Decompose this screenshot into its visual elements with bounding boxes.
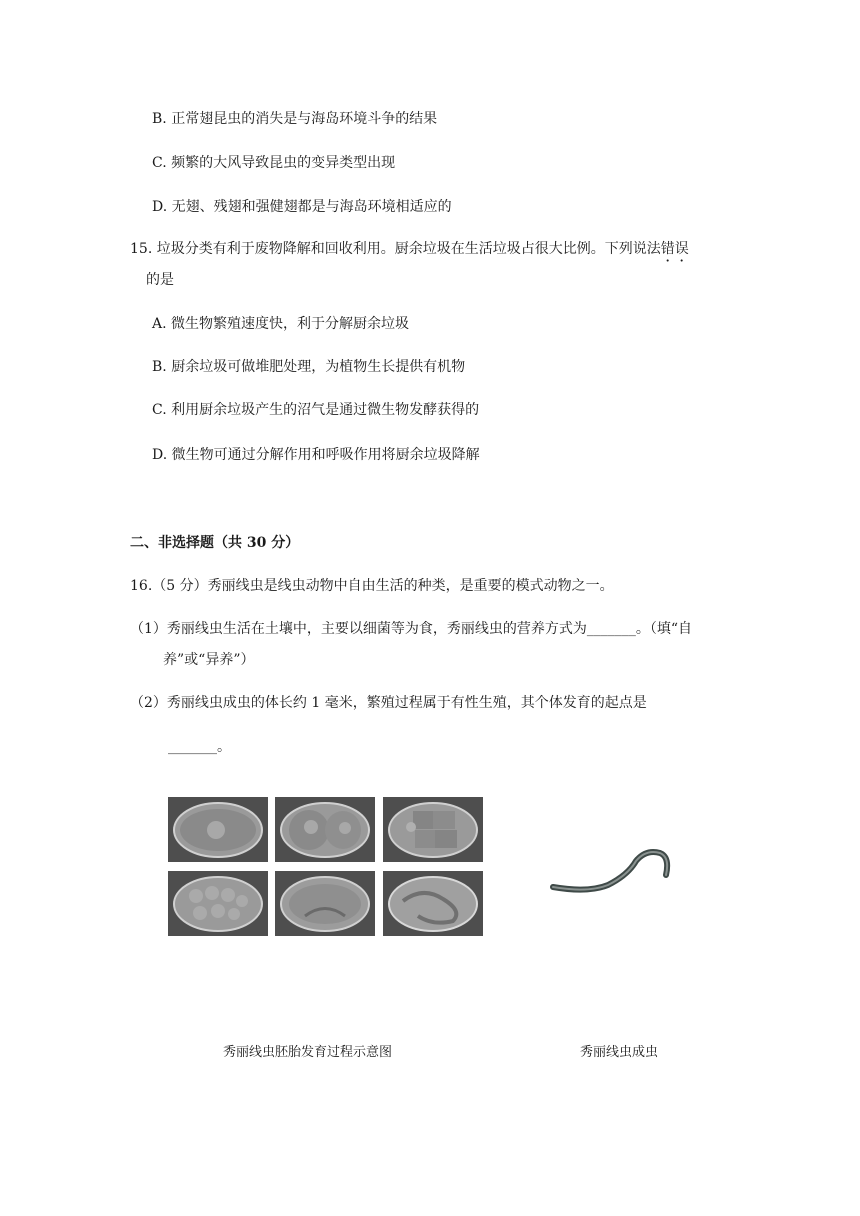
q16-part2-line2: _______。 [168, 739, 231, 755]
embryo-stage-2-image [275, 797, 375, 862]
q15-option-a: A. 微生物繁殖速度快，利于分解厨余垃圾 [152, 316, 410, 332]
embryo-stage-4-image [168, 871, 268, 936]
q15-emphasis-char-1: 错 [660, 241, 675, 257]
q15-option-b: B. 厨余垃圾可做堆肥处理，为植物生长提供有机物 [152, 359, 466, 375]
q15-stem-line1 [130, 239, 689, 259]
q15-option-c: C. 利用厨余垃圾产生的沼气是通过微生物发酵获得的 [152, 402, 480, 418]
q14-option-b: B. 正常翅昆虫的消失是与海岛环境斗争的结果 [152, 111, 438, 127]
embryo-stage-6-image [383, 871, 483, 936]
q16-stem: 16.（5 分）秀丽线虫是线虫动物中自由生活的种类，是重要的模式动物之一。 [130, 578, 614, 594]
section-heading: 二、非选择题（共 30 分） [130, 535, 300, 551]
embryo-stage-3-image [383, 797, 483, 862]
adult-nematode-image [548, 845, 678, 905]
embryo-stage-1-image [168, 797, 268, 862]
q16-part2-line1: （2）秀丽线虫成虫的体长约 1 毫米，繁殖过程属于有性生殖，其个体发育的起点是 [130, 695, 647, 711]
embryo-figure-caption: 秀丽线虫胚胎发育过程示意图 [223, 1045, 393, 1060]
embryo-stage-5-image [275, 871, 375, 936]
q15-stem-text: 15. 垃圾分类有利于废物降解和回收利用。厨余垃圾在生活垃圾占很大比例。下列说法 [130, 241, 661, 257]
q14-option-c: C. 频繁的大风导致昆虫的变异类型出现 [152, 155, 396, 171]
q16-part1-line1: （1）秀丽线虫生活在土壤中，主要以细菌等为食，秀丽线虫的营养方式为_______。（填“自 [130, 621, 693, 637]
q15-emphasis-char-2: 误 [674, 241, 689, 257]
q16-part1-line2: 养”或“异养”） [163, 652, 255, 668]
q14-option-d: D. 无翅、残翅和强健翅都是与海岛环境相适应的 [152, 199, 452, 215]
q15-stem-line2: 的是 [146, 272, 174, 288]
q15-option-d: D. 微生物可通过分解作用和呼吸作用将厨余垃圾降解 [152, 447, 480, 463]
adult-figure-caption: 秀丽线虫成虫 [580, 1045, 659, 1060]
